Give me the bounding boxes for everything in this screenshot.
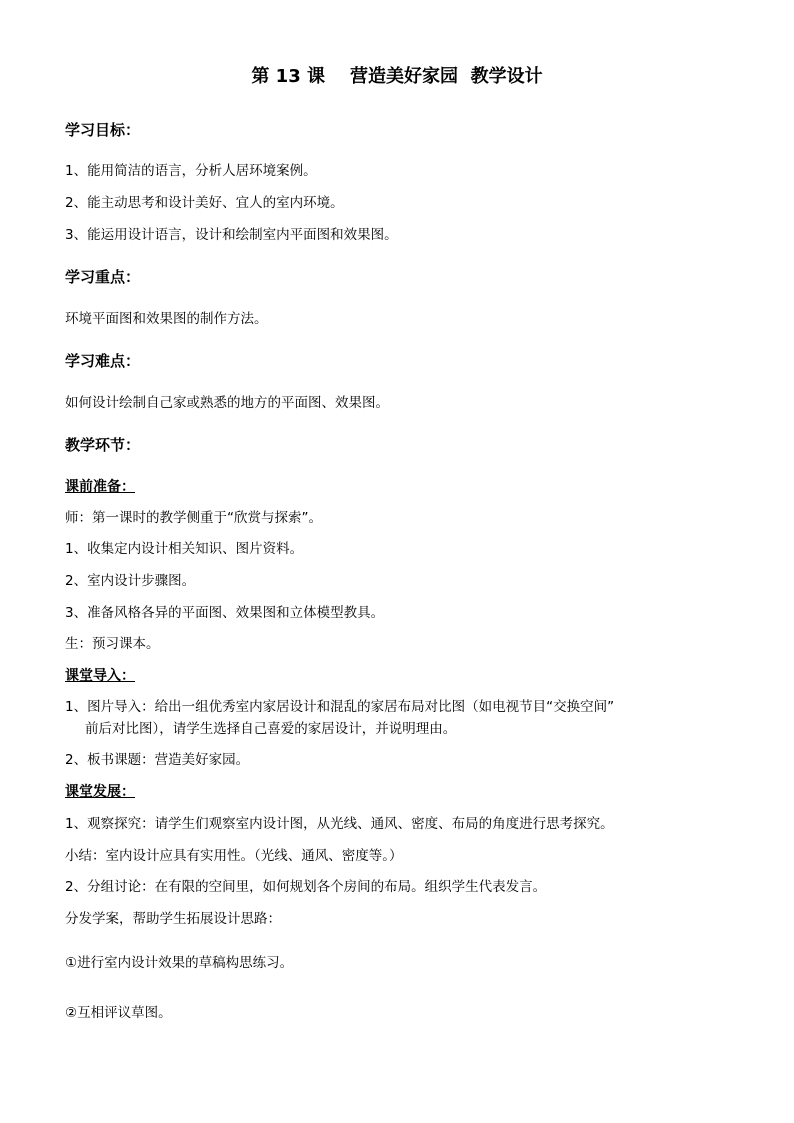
page-title: 第 13 课 营造美好家园 教学设计: [251, 66, 543, 87]
objective-item-2: 2、能主动思考和设计美好、宜人的室内环境。: [65, 195, 344, 211]
development-item-1: 1、观察探究：请学生们观察室内设计图，从光线、通风、密度、布局的角度进行思考探究。: [65, 816, 614, 832]
introduction-item-2: 2、板书课题：营造美好家园。: [65, 752, 250, 768]
preparation-student: 生：预习课本。: [65, 636, 160, 652]
preparation-item-2: 2、室内设计步骤图。: [65, 573, 196, 589]
objectives-heading: 学习目标：: [65, 121, 141, 139]
development-heading: 课堂发展：: [65, 784, 135, 800]
introduction-heading: 课堂导入：: [65, 668, 135, 684]
preparation-item-3: 3、准备风格各异的平面图、效果图和立体模型教具。: [65, 605, 385, 621]
preparation-heading: 课前准备：: [65, 479, 135, 495]
development-item-2: 2、分组讨论：在有限的空间里，如何规划各个房间的布局。组织学生代表发言。: [65, 879, 547, 895]
introduction-item-1-line-2: 前后对比图），请学生选择自己喜爱的家居设计，并说明理由。: [85, 721, 457, 737]
development-step-2: ②互相评议草图。: [65, 1005, 172, 1021]
objective-item-1: 1、能用简洁的语言，分析人居环境案例。: [65, 163, 317, 179]
development-handout: 分发学案，帮助学生拓展设计思路：: [65, 911, 281, 927]
difficulties-text: 如何设计绘制自己家或熟悉的地方的平面图、效果图。: [65, 395, 389, 411]
development-step-1: ①进行室内设计效果的草稿构思练习。: [65, 955, 294, 971]
procedure-heading: 教学环节：: [65, 436, 141, 454]
difficulties-heading: 学习难点：: [65, 352, 141, 370]
key-points-text: 环境平面图和效果图的制作方法。: [65, 311, 268, 327]
key-points-heading: 学习重点：: [65, 268, 141, 286]
introduction-item-1-line-1: 1、图片导入：给出一组优秀室内家居设计和混乱的家居布局对比图（如电视节目“交换空间”: [65, 699, 615, 715]
development-summary: 小结：室内设计应具有实用性。（光线、通风、密度等。）: [65, 848, 403, 864]
objective-item-3: 3、能运用设计语言，设计和绘制室内平面图和效果图。: [65, 227, 398, 243]
preparation-item-1: 1、收集定内设计相关知识、图片资料。: [65, 541, 304, 557]
preparation-teacher: 师：第一课时的教学侧重于“欣赏与探索”。: [65, 510, 322, 526]
